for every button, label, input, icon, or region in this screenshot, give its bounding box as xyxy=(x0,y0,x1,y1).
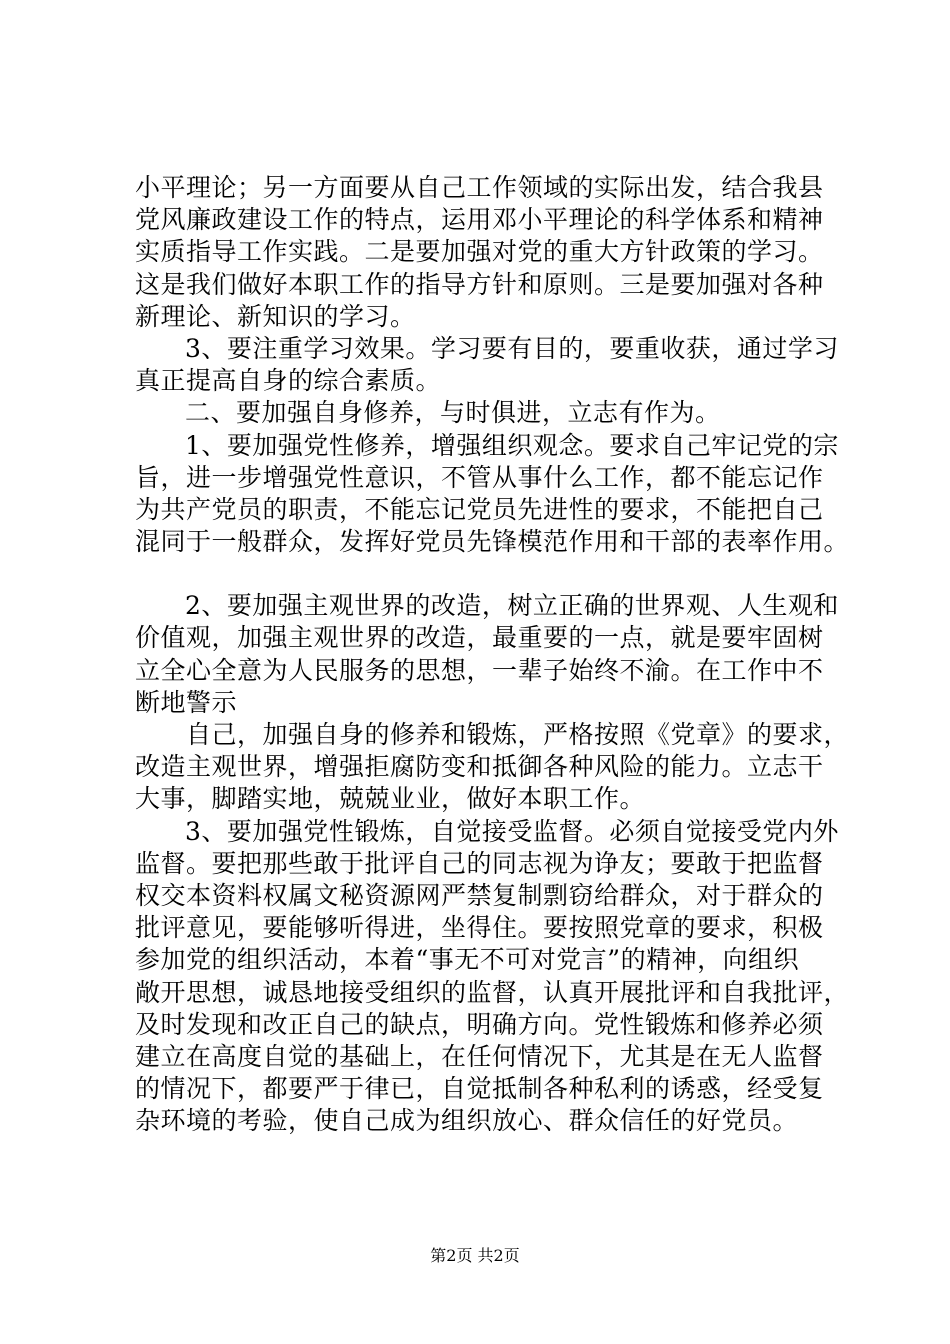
text-line: 2、要加强主观世界的改造，树立正确的世界观、人生观和 xyxy=(185,591,839,621)
text-line: 杂环境的考验，使自己成为组织放心、群众信任的好党员。 xyxy=(135,1106,799,1136)
text-line: 党风廉政建设工作的特点，运用邓小平理论的科学体系和精神 xyxy=(135,205,824,235)
section-heading: 二、要加强自身修养，与时俱进，立志有作为。 xyxy=(185,398,721,428)
document-body xyxy=(135,172,850,1137)
text-line: 敞开思想，诚恳地接受组织的监督，认真开展批评和自我批评， xyxy=(135,977,850,1007)
paragraph-gap xyxy=(135,558,835,590)
text-line: 自己，加强自身的修养和锻炼，严格按照《党章》的要求， xyxy=(186,720,850,749)
text-line: 建立在高度自觉的基础上，在任何情况下，尤其是在无人监督 xyxy=(135,1041,824,1071)
page-number-label: 第2页 共2页 xyxy=(430,1246,520,1265)
text-line: 真正提高自身的综合素质。 xyxy=(135,366,442,396)
text-line: 断地警示 xyxy=(135,687,238,717)
text-line: 1、要加强党性修养，增强组织观念。要求自己牢记党的宗 xyxy=(185,430,839,460)
text-line: 的情况下，都要严于律已，自觉抵制各种私利的诱惑，经受复 xyxy=(135,1074,824,1104)
text-line: 实质指导工作实践。二是要加强对党的重大方针政策的学习。 xyxy=(135,237,824,267)
text-line: 这是我们做好本职工作的指导方针和原则。三是要加强对各种 xyxy=(135,269,824,299)
text-line: 监督。要把那些敢于批评自己的同志视为诤友；要敢于把监督 xyxy=(135,848,824,878)
text-line: 改造主观世界，增强拒腐防变和抵御各种风险的能力。立志干 xyxy=(135,752,824,782)
text-line: 批评意见，要能够听得进，坐得住。要按照党章的要求，积极 xyxy=(135,913,824,943)
text-line: 3、要加强党性锻炼，自觉接受监督。必须自觉接受党内外 xyxy=(185,816,839,846)
text-line: 权交本资料权属文秘资源网严禁复制剽窃给群众，对于群众的 xyxy=(135,880,824,910)
text-line: 新理论、新知识的学习。 xyxy=(135,301,416,331)
text-line: 大事，脚踏实地，兢兢业业，做好本职工作。 xyxy=(135,784,646,814)
text-line: 价值观，加强主观世界的改造，最重要的一点，就是要牢固树 xyxy=(135,623,824,653)
page-footer xyxy=(0,1246,950,1266)
text-line: 及时发现和改正自己的缺点，明确方向。党性锻炼和修养必须 xyxy=(135,1009,824,1039)
text-line: 参加党的组织活动，本着“事无不可对党言”的精神，向组织 xyxy=(135,945,800,975)
text-line: 3、要注重学习效果。学习要有目的，要重收获，通过学习 xyxy=(185,333,839,363)
text-line: 混同于一般群众，发挥好党员先锋模范作用和干部的表率作用。 xyxy=(135,527,850,557)
text-line: 小平理论；另一方面要从自己工作领域的实际出发，结合我县 xyxy=(135,173,824,202)
text-line: 旨，进一步增强党性意识，不管从事什么工作，都不能忘记作 xyxy=(135,462,824,492)
text-line: 立全心全意为人民服务的思想，一辈子始终不渝。在工作中不 xyxy=(135,655,824,685)
text-line: 为共产党员的职责，不能忘记党员先进性的要求，不能把自己 xyxy=(135,494,824,524)
